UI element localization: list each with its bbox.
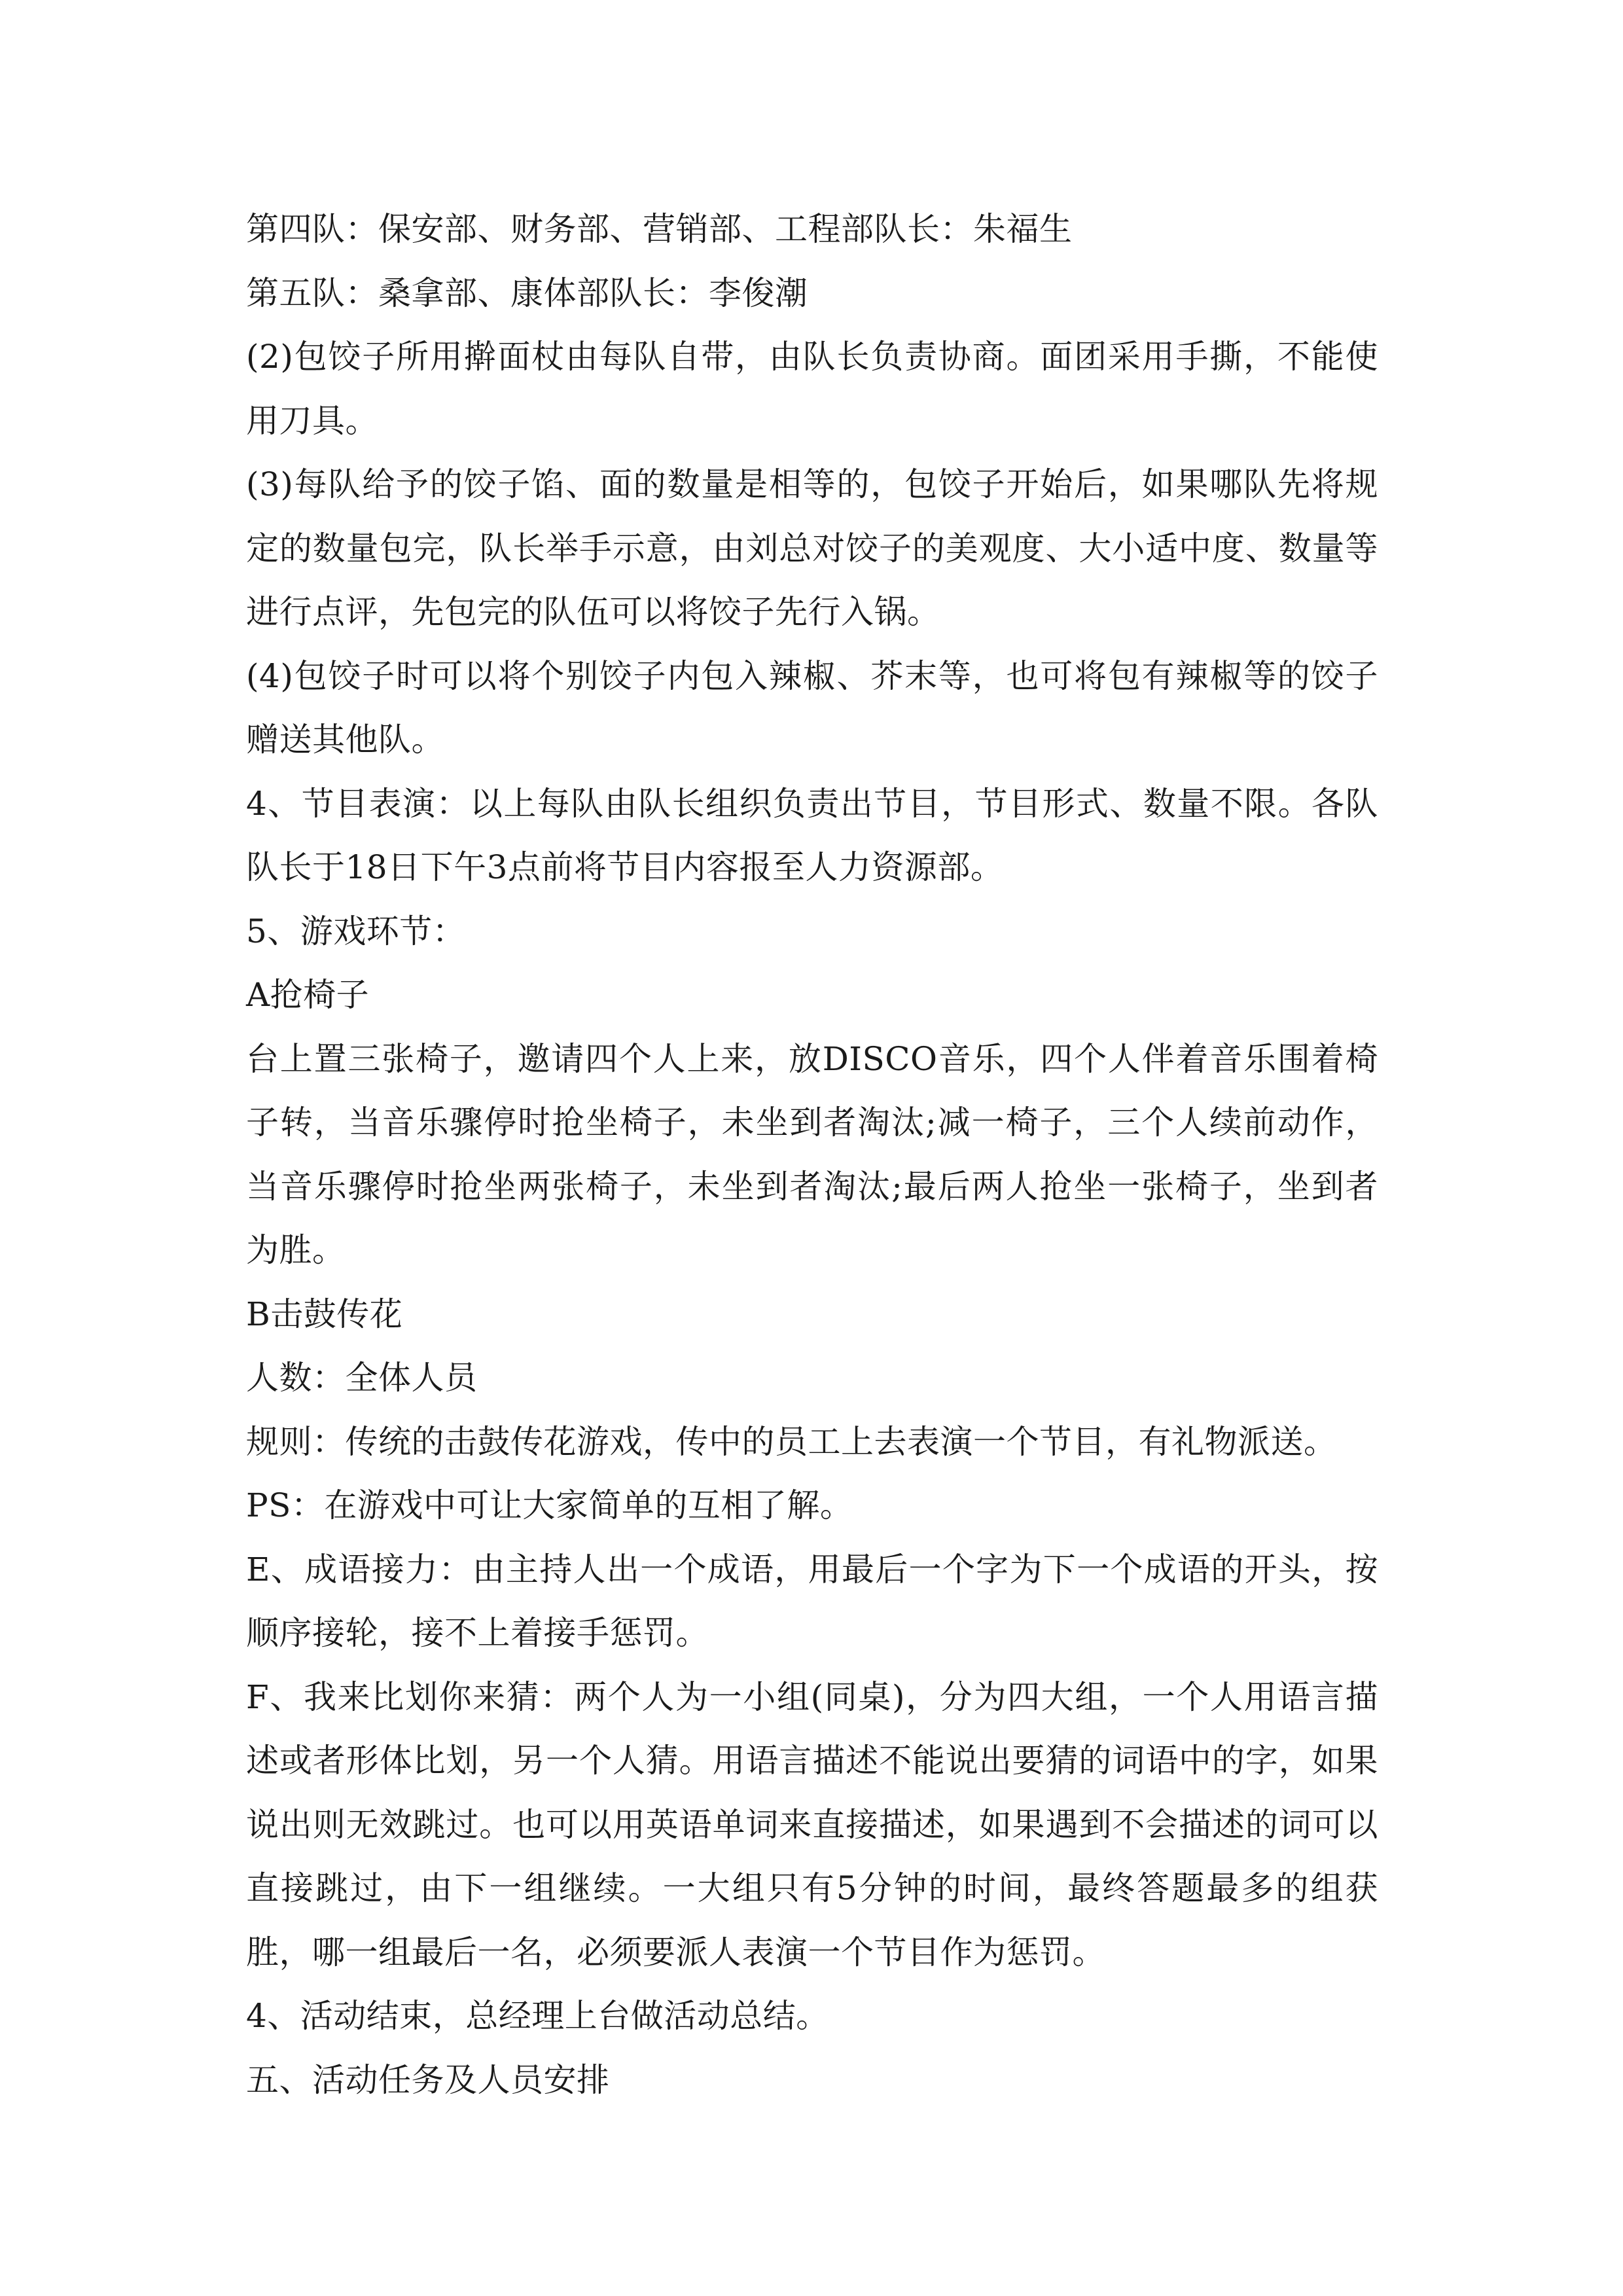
paragraph-games-heading: 5、游戏环节： (246, 912, 466, 950)
paragraph-game-b-rules: 规则：传统的击鼓传花游戏，传中的员工上去表演一个节目，有礼物派送。 (246, 1422, 1337, 1461)
paragraph-rolling-pin-rule: (2)包饺子所用擀面杖由每队自带，由队长负责协商。面团采用手撕，不能使用刀具。 (246, 338, 1378, 440)
paragraph-performance: 4、节目表演：以上每队由队长组织负责出节目，节目形式、数量不限。各队队长于18日下午3点前将节目内容报至人力资源部。 (246, 784, 1378, 886)
paragraph-team-four: 第四队：保安部、财务部、营销部、工程部队长：朱福生 (246, 210, 1073, 248)
paragraph-game-a-title: A抢椅子 (246, 976, 370, 1014)
paragraph-spicy-dumpling-rule: (4)包饺子时可以将个别饺子内包入辣椒、芥末等，也可将包有辣椒等的饺子赠送其他队。 (246, 656, 1378, 759)
paragraph-game-e-idiom-relay: E、成语接力：由主持人出一个成语，用最后一个字为下一个成语的开头，按顺序接轮，接不上着接手惩罚。 (246, 1550, 1378, 1652)
paragraph-game-a-rules: 台上置三张椅子，邀请四个人上来，放DISCO音乐，四个人伴着音乐围着椅子转，当音乐骤停时抢坐椅子，未坐到者淘汰;减一椅子，三个人续前动作，当音乐骤停时抢坐两张椅子，未坐到者淘汰;最后两人抢坐一张椅子，坐到者为胜。 (246, 1039, 1378, 1269)
paragraph-game-b-title: B击鼓传花 (246, 1295, 403, 1333)
paragraph-game-b-participants: 人数：全体人员 (246, 1359, 478, 1397)
paragraph-team-five: 第五队：桑拿部、康体部队长：李俊潮 (246, 274, 808, 312)
document-body (246, 198, 1378, 2112)
paragraph-dumpling-quantity-rule: (3)每队给予的饺子馅、面的数量是相等的，包饺子开始后，如果哪队先将规定的数量包完，队长举手示意，由刘总对饺子的美观度、大小适中度、数量等进行点评，先包完的队伍可以将饺子先行入锅。 (246, 465, 1378, 631)
paragraph-section-five-heading: 五、活动任务及人员安排 (246, 2060, 610, 2099)
paragraph-event-closing: 4、活动结束，总经理上台做活动总结。 (246, 1997, 829, 2035)
paragraph-game-f-charades: F、我来比划你来猜：两个人为一小组(同桌)，分为四大组，一个人用语言描述或者形体比划，另一个人猜。用语言描述不能说出要猜的词语中的字，如果说出则无效跳过。也可以用英语单词来直接描述，如果遇到不会描述的词可以直接跳过，由下一组继续。一大组只有5分钟的时间，最终答题最多的组获胜，哪一组最后一名，必须要派人表演一个节目作为惩罚。 (246, 1677, 1378, 1971)
paragraph-game-b-ps: PS：在游戏中可让大家简单的互相了解。 (246, 1486, 853, 1524)
